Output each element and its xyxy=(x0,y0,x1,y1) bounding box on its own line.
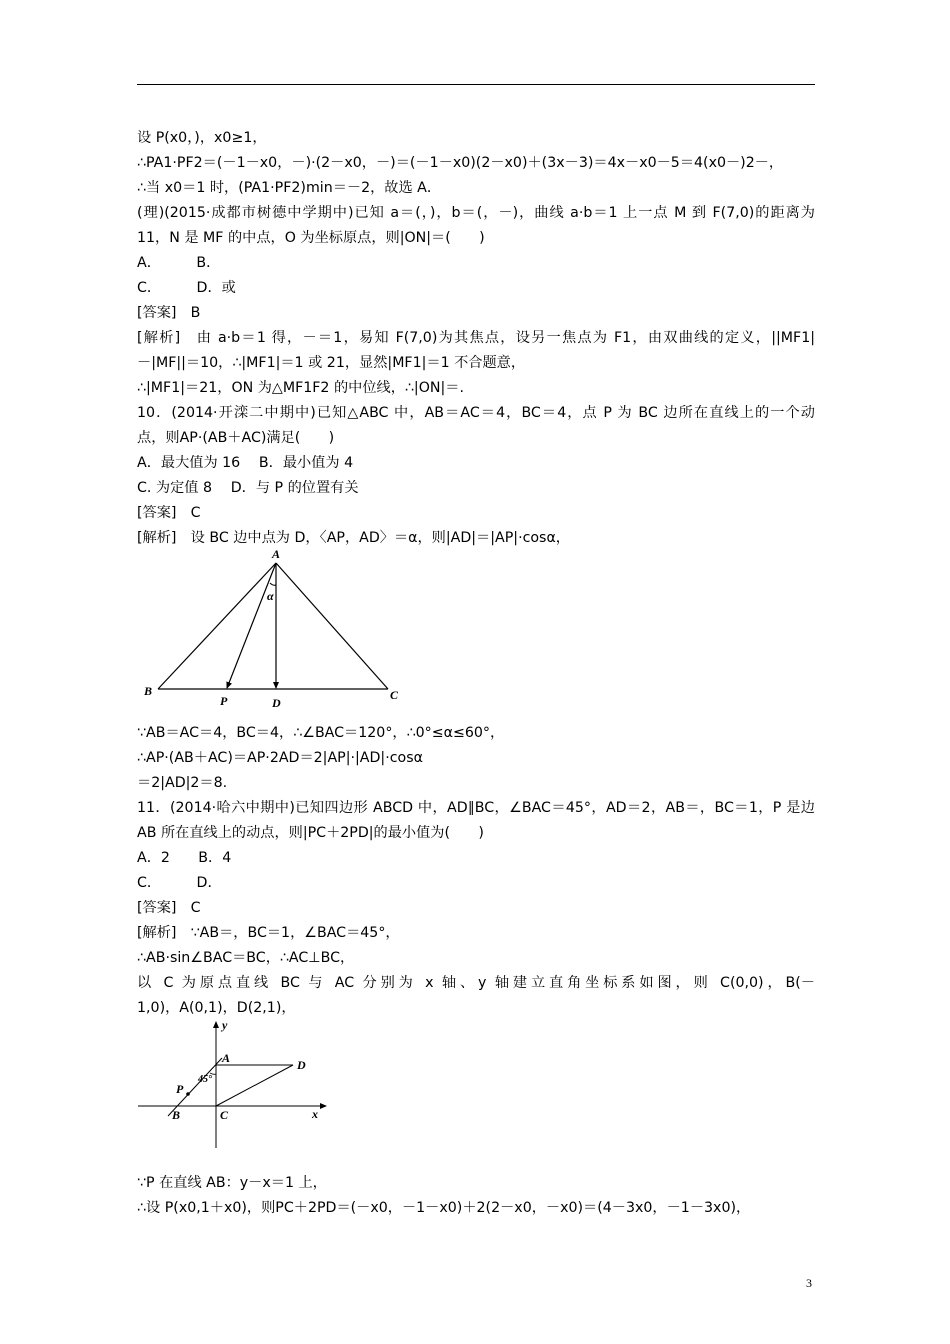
text-line: 以 C 为原点直线 BC 与 AC 分别为 x 轴、y 轴建立直角坐标系如图，则 C(0,0)，B(－ xyxy=(137,975,815,991)
text-line: ∴AP·(AB＋AC)＝AP·2AD＝2|AP|·|AD|·cosα xyxy=(137,750,423,766)
text-line: [解析] 由 a·b＝1 得，－＝1，易知 F(7,0)为其焦点，设另一焦点为 F1，由双曲线的定义，||MF1| xyxy=(137,330,815,346)
side-ac xyxy=(276,563,388,689)
label-d: D xyxy=(272,696,281,710)
option-line: A．最大值为 16 B．最小值为 4 xyxy=(137,455,354,471)
label-45: 45° xyxy=(198,1074,212,1085)
option-line: A．2 B．4 xyxy=(137,850,232,866)
side-ab xyxy=(158,563,276,689)
text-line: ∵P 在直线 AB：y－x＝1 上， xyxy=(137,1175,327,1191)
text-line: 10．(2014·开滦二中期中)已知△ABC 中，AB＝AC＝4，BC＝4，点 P 为 BC 边所在直线上的一个动 xyxy=(137,405,815,421)
segment-dc xyxy=(216,1065,293,1106)
option-line: C． D．或 xyxy=(137,280,236,296)
text-line: ＝2|AD|2＝8. xyxy=(137,775,228,791)
vector-ap xyxy=(227,563,276,688)
label-b: B xyxy=(172,1108,181,1122)
point-p xyxy=(186,1092,190,1096)
label-a: A xyxy=(222,1051,231,1065)
text-line: ∴设 P(x0,1＋x0)，则PC＋2PD＝(－x0，－1－x0)＋2(2－x0，－x0)＝(4－3x0，－1－3x0)， xyxy=(137,1200,751,1216)
text-line: [解析] ∵AB＝，BC＝1，∠BAC＝45°， xyxy=(137,925,400,941)
text-line: ∴当 x0＝1 时，(PA1·PF2)min＝－2，故选 A． xyxy=(137,180,442,196)
text-line: [解析] 设 BC 边中点为 D，〈AP，AD〉＝α，则|AD|＝|AP|·cosα， xyxy=(137,530,570,546)
text-line: 1,0)，A(0,1)，D(2,1)， xyxy=(137,1000,296,1016)
label-p: P xyxy=(176,1082,184,1096)
text-line: (理)(2015·成都市树德中学期中)已知 a＝(，)，b＝(，－)，曲线 a·b＝1 上一点 M 到 F(7,0)的距离为 xyxy=(137,205,815,221)
label-alpha: α xyxy=(267,589,274,603)
label-d: D xyxy=(297,1058,306,1072)
text-line: ∵AB＝AC＝4，BC＝4，∴∠BAC＝120°，∴0°≤α≤60°， xyxy=(137,725,505,741)
label-a: A xyxy=(272,547,281,561)
label-c: C xyxy=(390,688,399,702)
label-b: B xyxy=(144,684,153,698)
text-line: 点，则AP·(AB＋AC)满足( ) xyxy=(137,430,335,446)
text-line: AB 所在直线上的动点，则|PC＋2PD|的最小值为( ) xyxy=(137,825,484,841)
triangle-figure xyxy=(140,545,410,710)
option-line: C． D． xyxy=(137,875,222,891)
text-line: －|MF||＝10，∴|MF1|＝1 或 21，显然|MF1|＝1 不合题意， xyxy=(137,355,526,371)
page-number: 3 xyxy=(806,1276,812,1290)
label-p: P xyxy=(220,694,228,708)
text-line: 11．(2014·哈六中期中)已知四边形 ABCD 中，AD∥BC，∠BAC＝45°，AD＝2，AB＝，BC＝1，P 是边 xyxy=(137,800,815,816)
option-line: C. 为定值 8 D．与 P 的位置有关 xyxy=(137,480,359,496)
text-line: ∴PA1·PF2＝(－1－x0，－)·(2－x0，－)＝(－1－x0)(2－x0)＋(3x－3)＝4x－x0－5＝4(x0－)2－， xyxy=(137,155,784,171)
text-line: ∴AB·sin∠BAC＝BC，∴AC⊥BC， xyxy=(137,950,355,966)
answer-line: [答案] C xyxy=(137,900,201,916)
label-y: y xyxy=(222,1018,228,1032)
header-rule xyxy=(137,84,815,85)
label-c: C xyxy=(220,1108,229,1122)
text-line: 设 P(x0，)，x0≥1， xyxy=(137,130,267,146)
coordinate-figure xyxy=(138,1018,338,1153)
text-line: 11，N 是 MF 的中点，O 为坐标原点，则|ON|＝( ) xyxy=(137,230,485,246)
answer-line: [答案] B xyxy=(137,305,201,321)
text-line: ∴|MF1|＝21，ON 为△MF1F2 的中位线，∴|ON|＝. xyxy=(137,380,464,396)
label-x: x xyxy=(312,1107,318,1121)
angle-arc xyxy=(270,583,276,585)
answer-line: [答案] C xyxy=(137,505,201,521)
option-line: A． B． xyxy=(137,255,221,271)
